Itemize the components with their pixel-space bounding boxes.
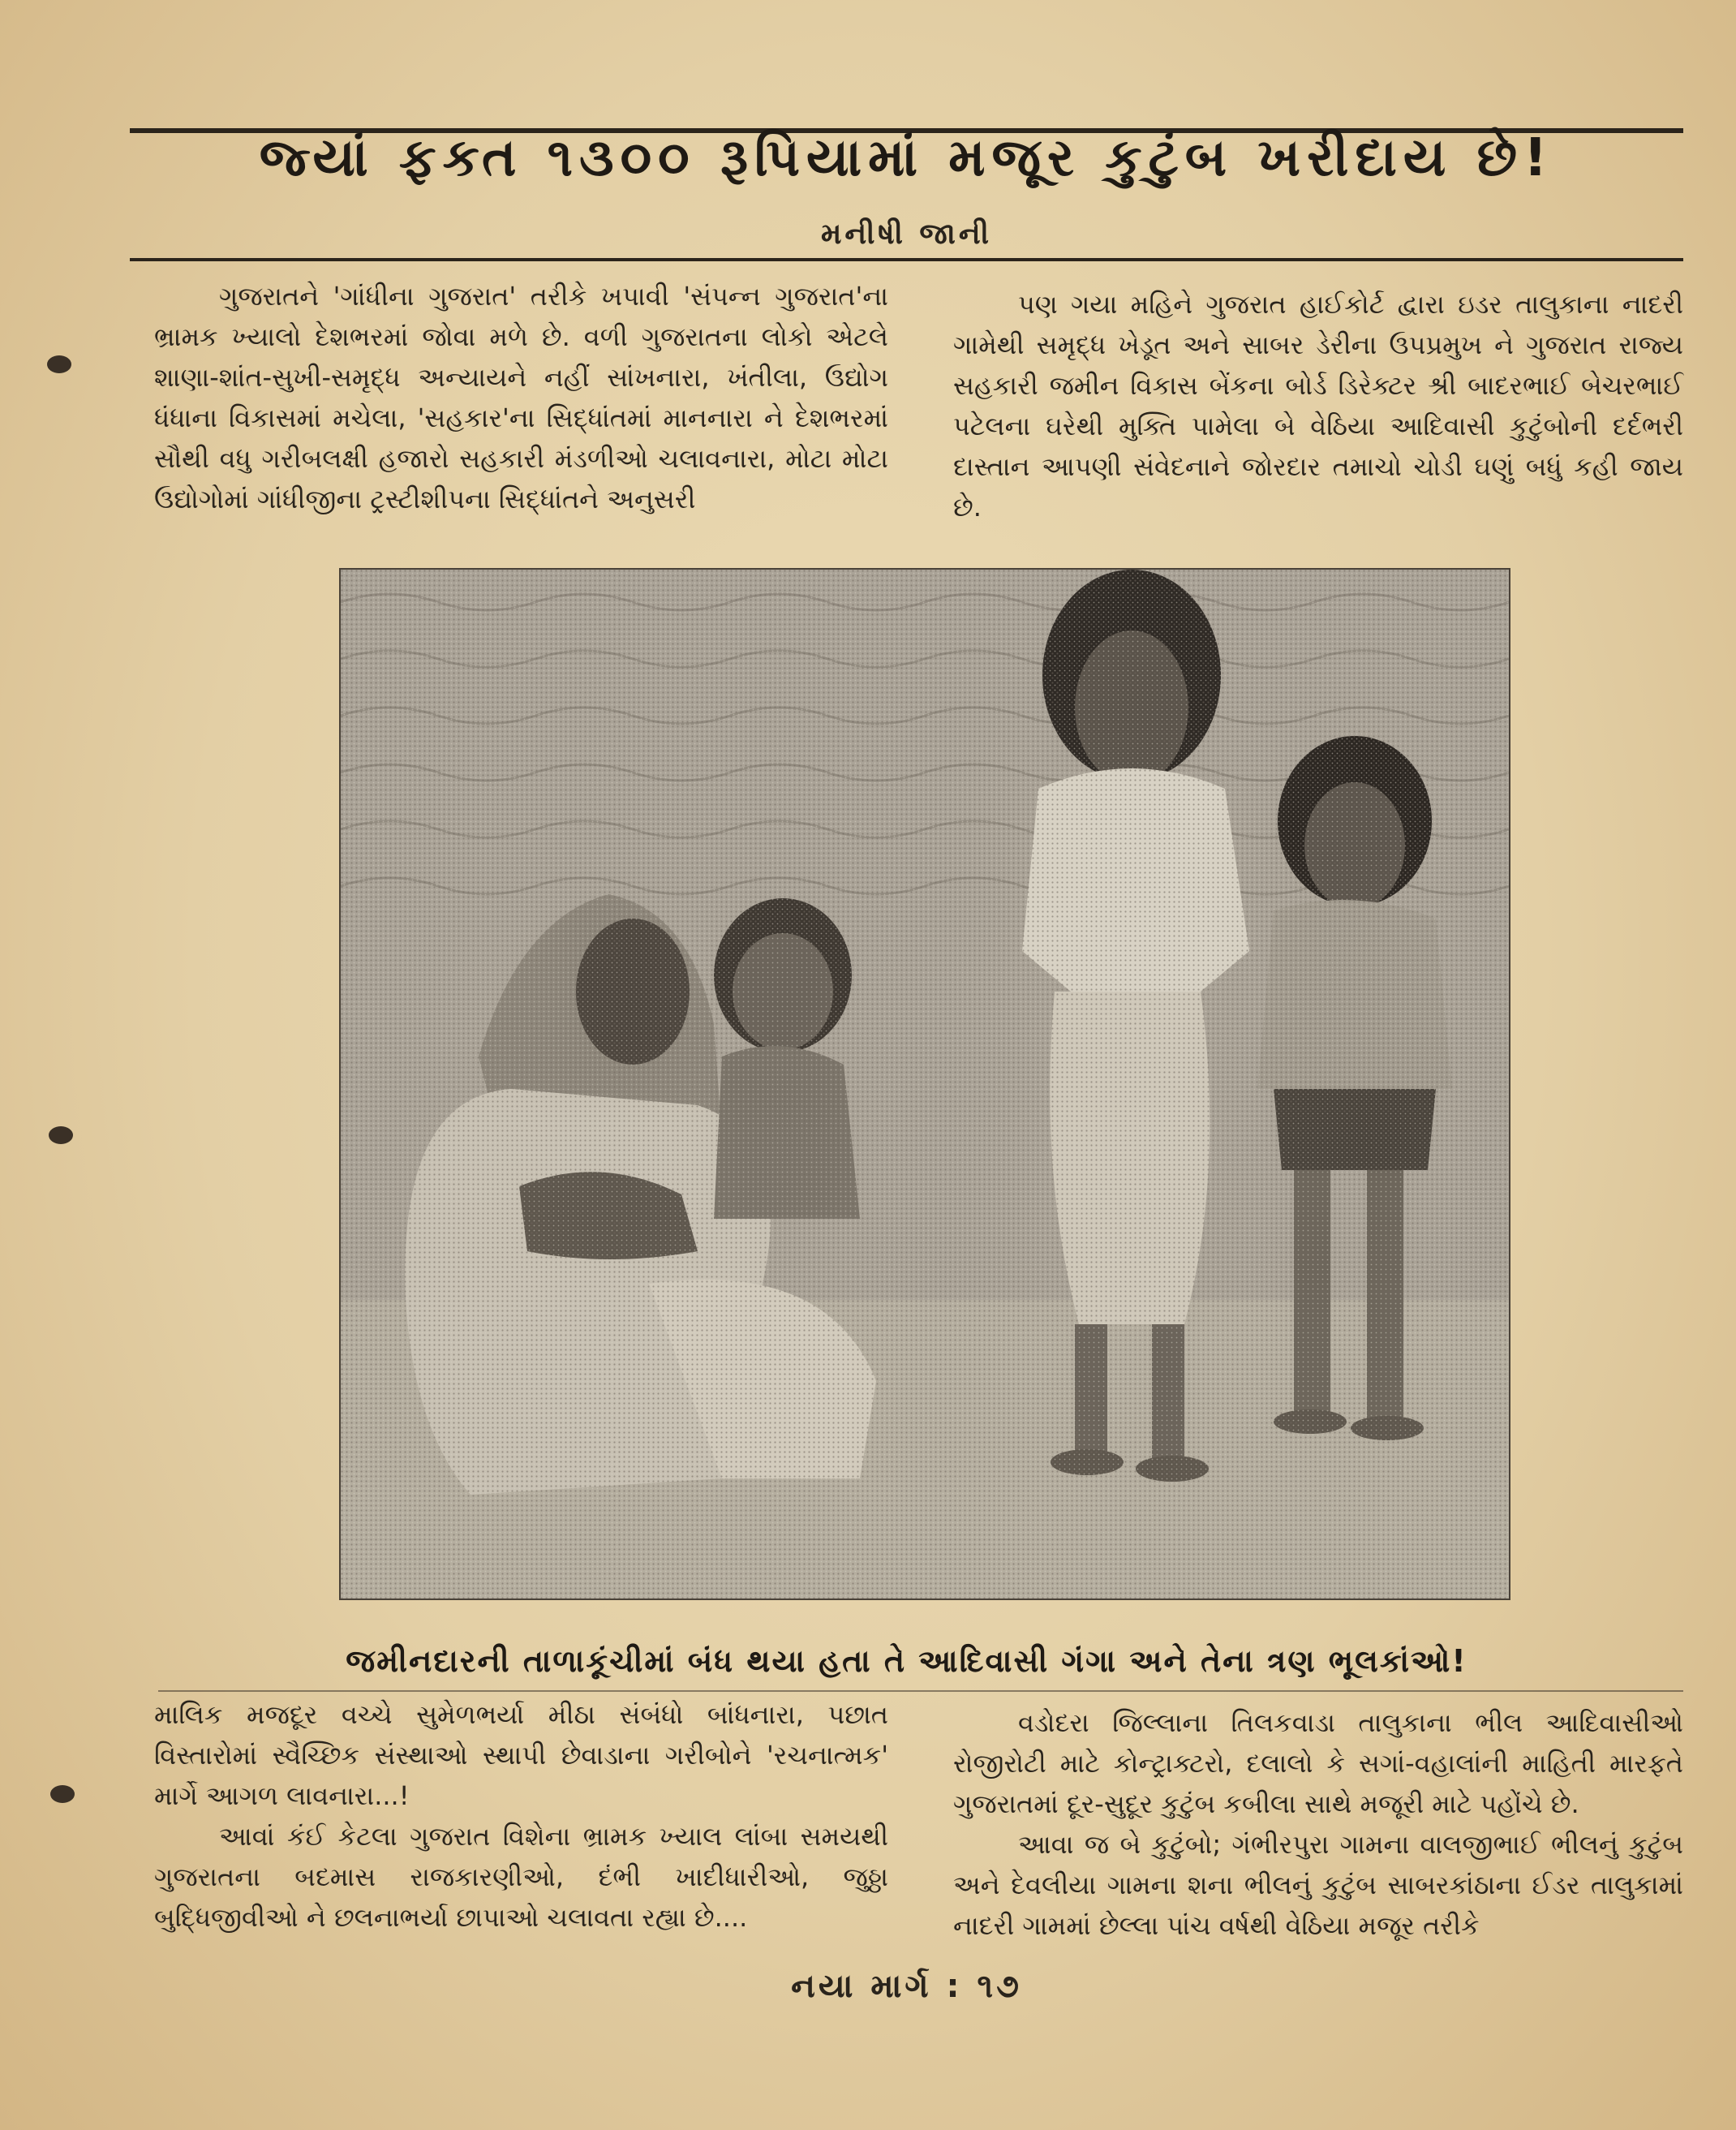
article-title: જ્યાં ફક્ત ૧૩૦૦ રૂપિયામાં મજૂર કુટુંબ ખરીદાય છે! — [259, 128, 1554, 188]
body-left-column — [154, 1694, 888, 1938]
intro-left-paragraph: ગુજરાતને 'ગાંધીના ગુજરાત' તરીકે ખપાવી 'સંપન્ન ગુજરાત'ના ભ્રામક ખ્યાલો દેશભરમાં જોવા મળે છે. વળી ગુજરાતના લોકો એટલે શાણા-શાંત-સુખી-સમૃદ્ધ અન્યાયને નહીં સાંખનારા, ખંતીલા, ઉદ્યોગ ધંધાના વિકાસમાં મચેલા, 'સહકાર'ના સિદ્ધાંતમાં માનનારા ને દેશભરમાં સૌથી વધુ ગરીબલક્ષી હજારો સહકારી મંડળીઓ ચલાવનારા, મોટા મોટા ઉદ્યોગોમાં ગાંધીજીના ટ્રસ્ટીશીપના સિદ્ધાંતને અનુસરી — [154, 281, 888, 514]
family-photo-illustration — [341, 570, 1509, 1599]
intro-left-column — [154, 276, 888, 519]
intro-right-paragraph: પણ ગયા મહિને ગુજરાત હાઈકોર્ટ દ્વારા ઇડર તાલુકાના નાદરી ગામેથી સમૃદ્ધ ખેડૂત અને સાબર ડેરીના ઉપપ્રમુખ ને ગુજરાત રાજ્ય સહકારી જમીન વિકાસ બેંકના બોર્ડ ડિરેક્ટર શ્રી બાદરભાઈ બેચરભાઈ પટેલના ઘરેથી મુક્તિ પામેલા બે વેઠિયા આદિવાસી કુટુંબોની દર્દભરી દાસ્તાન આપણી સંવેદનાને જોરદાર તમાચો ચોડી ઘણું બધું કહી જાય છે. — [953, 289, 1683, 523]
caption-rule — [158, 1690, 1683, 1692]
body-left-paragraph-1: માલિક મજદૂર વચ્ચે સુમેળભર્યા મીઠા સંબંધો બાંધનારા, પછાત વિસ્તારોમાં સ્વૈચ્છિક સંસ્થાઓ સ્થાપી છેવાડાના ગરીબોને 'રચનાત્મક' માર્ગે આગળ લાવનારા...! — [154, 1699, 888, 1811]
body-right-column — [953, 1702, 1683, 1946]
photo-caption: જમીનદારની તાળાકૂંચીમાં બંધ થયા હતા તે આદિવાસી ગંગા અને તેના ત્રણ ભૂલકાંઓ! — [346, 1643, 1467, 1679]
body-right-paragraph-2: આવા જ બે કુટુંબો; ગંભીરપુરા ગામના વાલજીભાઈ ભીલનું કુટુંબ અને દેવલીયા ગામના શના ભીલનું કુટુંબ સાબરકાંઠાના ઈડર તાલુકામાં નાદરી ગામમાં છેલ્લા પાંચ વર્ષથી વેઠિયા મજૂર તરીકે — [953, 1829, 1683, 1941]
binding-hole — [47, 355, 71, 373]
family-photo — [339, 568, 1510, 1600]
intro-right-column — [953, 284, 1683, 527]
page-footer: નયા માર્ગ : ૧૭ — [791, 1968, 1022, 2005]
title-rule — [130, 258, 1683, 261]
body-right-paragraph-1: વડોદરા જિલ્લાના તિલકવાડા તાલુકાના ભીલ આદિવાસીઓ રોજીરોટી માટે કોન્ટ્રાક્ટરો, દલાલો કે સગાં-વહાલાંની માહિતી મારફતે ગુજરાતમાં દૂર-સુદૂર કુટુંબ કબીલા સાથે મજૂરી માટે પહોંચે છે. — [953, 1707, 1683, 1819]
binding-hole — [49, 1126, 73, 1144]
article-author: મનીષી જાની — [820, 217, 993, 251]
body-left-paragraph-2: આવાં કંઈ કેટલા ગુજરાત વિશેના ભ્રામક ખ્યાલ લાંબા સમયથી ગુજરાતના બદમાસ રાજકારણીઓ, દંભી ખાદીધારીઓ, જુઠ્ઠા બુદ્ધિજીવીઓ ને છલનાભર્યા છાપાઓ ચલાવતા રહ્યા છે.... — [154, 1821, 888, 1933]
binding-hole — [50, 1785, 75, 1803]
